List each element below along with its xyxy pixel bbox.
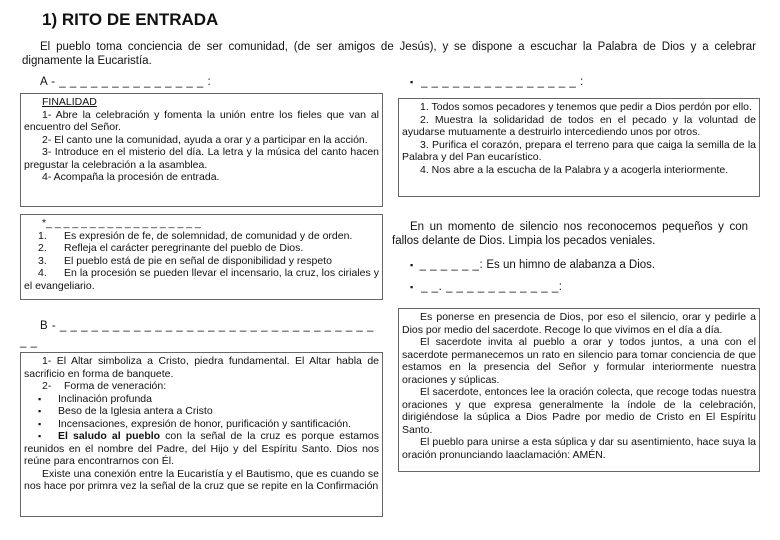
procesion-text-4: En la procesión se pueden llevar el incensario, la cruz, los ciriales y el evangeliario. — [24, 267, 379, 292]
conexion-paragraph: Existe una conexión entre la Eucaristía y el Bautismo, que es cuando se nos hace por primra vez la señal de la cruz que se repite en la Confirmación — [24, 467, 379, 492]
colecta-item-1: Es ponerse en presencia de Dios, por eso el silencio, orar y pedirle a Dios por medio del sacerdote. Recoge lo que vivimos en el día a día. — [402, 311, 756, 336]
saludo-bold: El saludo al pueblo — [58, 430, 161, 442]
procesion-num-1: 1. — [38, 229, 47, 242]
procesion-num-4: 4. — [38, 267, 47, 279]
bullet-square-icon: ▪ — [410, 282, 414, 292]
bullet-square-icon: ▪ — [38, 418, 42, 429]
bullet-square-icon: ▪ — [38, 431, 42, 441]
saludo-paragraph — [24, 430, 379, 468]
procesion-text-1: Es expresión de fe, de solemnidad, de comunidad y de orden. — [64, 229, 353, 242]
penitencial-item-1: 1. Todos somos pecadores y tenemos que pedir a Dios perdón por ello. — [420, 101, 752, 113]
gloria-line — [410, 258, 655, 272]
page-title: 1) RITO DE ENTRADA — [42, 10, 219, 29]
saludo-rest: con la señal de la cruz es porque estamos reunidos en el nombre del Padre, del Hijo y del Espíritu Santo. Dios nos reúne para encontrarnos con Él. — [24, 430, 379, 467]
penitencial-item-2: 2. Muestra la solidaridad de todos en el pecado y la voluntad de ayudarse mutuamente a destruirlo intercediendo unos por otros. — [402, 113, 756, 138]
veneracion-bullet-3 — [24, 418, 379, 431]
veneracion-bullet-2 — [24, 405, 379, 418]
altar-item-1: 1- El Altar simboliza a Cristo, piedra fundamental. El Altar habla de sacrificio en forma de banquete. — [24, 355, 379, 380]
finalidad-item-1: 1- Abre la celebración y fomenta la unión entre los fieles que van al encuentro del Señor. — [24, 108, 379, 133]
finalidad-item-2: 2- El canto une la comunidad, ayuda a orar y a participar en la acción. — [42, 133, 368, 146]
finalidad-box — [20, 93, 383, 207]
altar-item-2 — [24, 380, 379, 393]
finalidad-item-3: 3- Introduce en el misterio del día. La letra y la música del canto hacen pregustar la celebración a la asamblea. — [24, 146, 379, 171]
colecta-item-2: El sacerdote invita al pueblo a orar y todos juntos, a una con el sacerdote permanecemos un rato en silencio para tomar conciencia de que estamos en la presencia del Señor y formular interiormente nuestra oraciones y súplicas. — [402, 336, 756, 386]
veneracion-text-1: Inclinación profunda — [58, 392, 152, 405]
right-heading-1-text: _ _ _ _ _ _ _ _ _ _ _ _ _ _ _ : — [421, 76, 584, 88]
veneracion-bullet-1 — [24, 393, 379, 406]
section-a-heading: A - _ _ _ _ _ _ _ _ _ _ _ _ _ _ : — [40, 76, 212, 88]
oracion-colecta-box — [398, 308, 760, 472]
procesion-text-2: Refleja el carácter peregrinante del pueblo de Dios. — [64, 242, 304, 254]
altar-item-2-text: Forma de veneración: — [64, 380, 167, 392]
altar-box — [20, 352, 383, 517]
altar-item-2-label: 2- — [42, 380, 52, 392]
procesion-item-2 — [24, 242, 379, 255]
procesion-text-3: El pueblo está de pie en señal de disponibilidad y respeto — [64, 254, 332, 267]
veneracion-text-3: Incensaciones, expresión de honor, purificación y santificación. — [58, 417, 352, 430]
procesion-heading: *_ _ _ _ _ _ _ _ _ _ _ _ _ _ _ _ _ _ — [42, 217, 201, 229]
gloria-blank: _ _ _ _ _ _: — [419, 259, 484, 271]
acto-penitencial-box — [398, 98, 760, 197]
finalidad-label: FINALIDAD — [42, 96, 97, 108]
finalidad-item-4: 4- Acompaña la procesión de entrada. — [42, 171, 220, 183]
veneracion-text-2: Beso de la Iglesia antera a Cristo — [58, 405, 213, 417]
right-heading-3 — [410, 281, 562, 293]
colecta-item-3: El sacerdote, entonces lee la oración colecta, que recoge todas nuestra oraciones y que expresa generalmente la índole de la celebración, dirigiéndose la súplica a Dios Padre por medio de Cristo en El Espíritu Santo. — [402, 386, 756, 436]
silencio-paragraph: En un momento de silencio nos reconocemos pequeños y con fallos delante de Dios. Limpia los pecados veniales. — [392, 221, 748, 247]
penitencial-item-3: 3. Purifica el corazón, prepara el terreno para que caiga la semilla de la Palabra y del Pan eucarístico. — [402, 138, 756, 163]
procesion-box — [20, 214, 383, 300]
bullet-square-icon: ▪ — [410, 77, 414, 87]
bullet-square-icon: ▪ — [38, 406, 42, 416]
bullet-square-icon: ▪ — [410, 260, 414, 270]
section-b-heading: B - _ _ _ _ _ _ _ _ _ _ _ _ _ _ _ _ _ _ _ _ _ _ _ _ _ _ _ _ _ _ _ _ — [20, 320, 374, 348]
penitencial-item-4: 4. Nos abre a la escucha de la Palabra y a acogerla interiormente. — [420, 163, 729, 176]
bullet-square-icon: ▪ — [38, 393, 42, 404]
procesion-item-4 — [24, 267, 379, 292]
intro-paragraph: El pueblo toma conciencia de ser comunidad, (de ser amigos de Jesús), y se dispone a escuchar la Palabra de Dios y a celebrar dignamente la Eucaristía. — [22, 41, 756, 67]
right-heading-3-text: _ _. _ _ _ _ _ _ _ _ _ _ _: — [421, 281, 563, 293]
procesion-num-2: 2. — [38, 242, 47, 254]
gloria-text: Es un himno de alabanza a Dios. — [483, 259, 656, 271]
procesion-item-1 — [24, 230, 379, 243]
procesion-item-3 — [24, 255, 379, 268]
right-heading-1 — [410, 76, 584, 88]
procesion-num-3: 3. — [38, 254, 47, 267]
colecta-item-4: El pueblo para unirse a esta súplica y dar su asentimiento, hace suya la oración pronunciando laaclamación: AMÉN. — [402, 436, 756, 461]
